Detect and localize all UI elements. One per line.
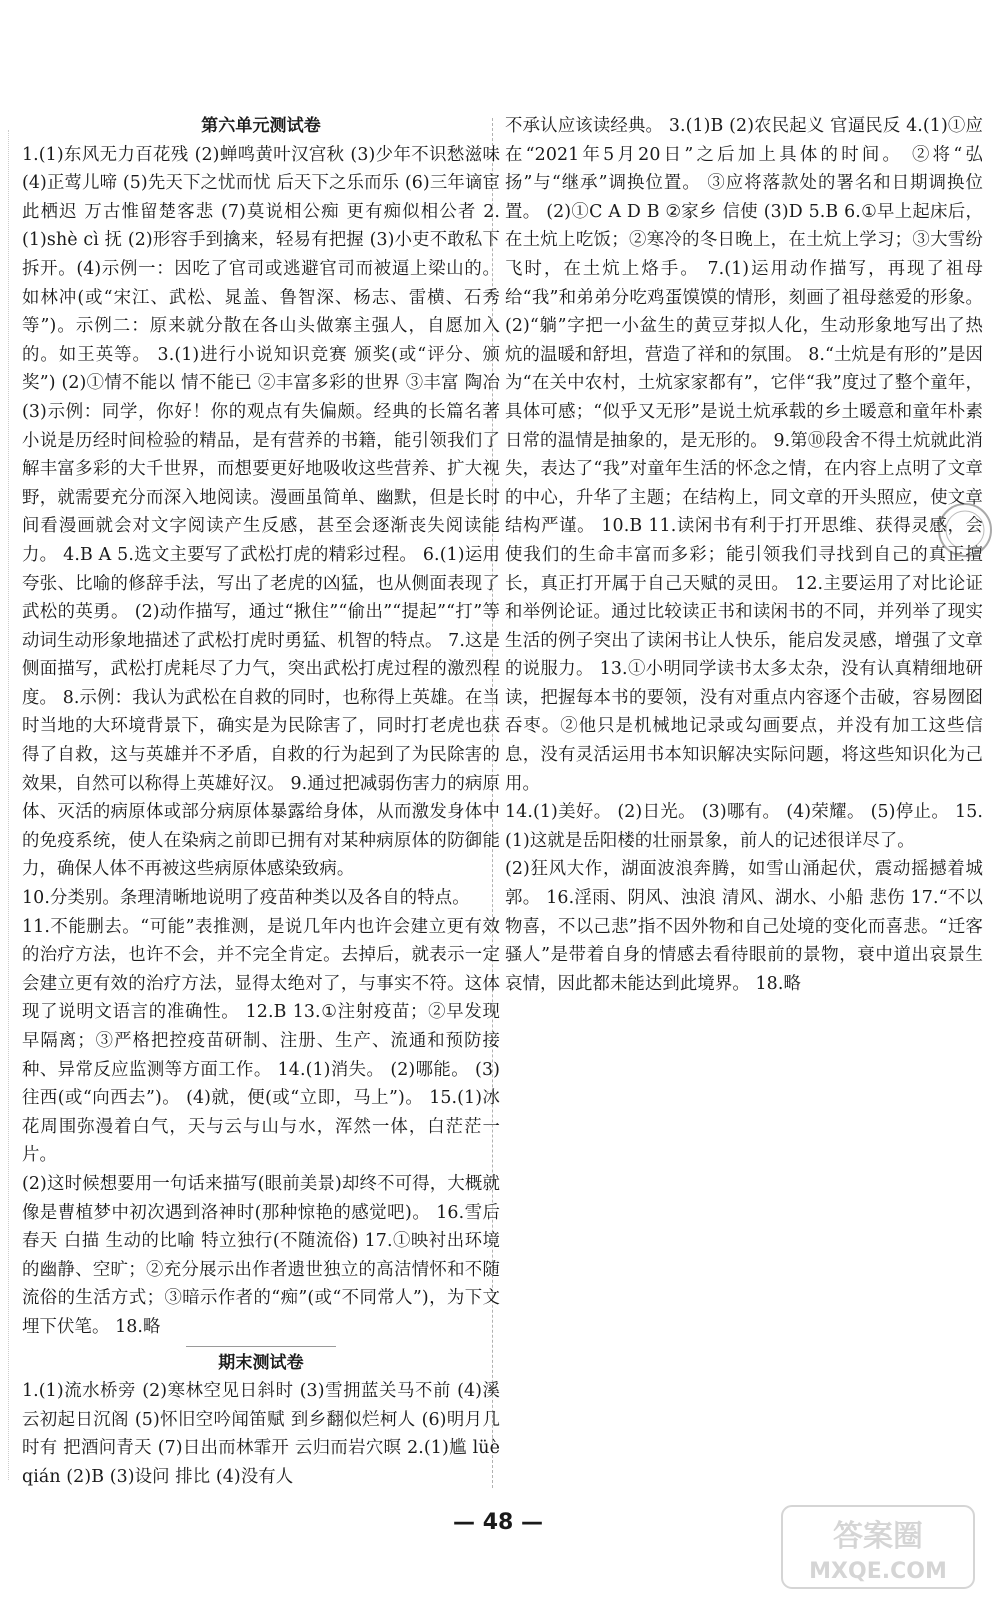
svg-text:答案圈: 答案圈 xyxy=(833,1519,923,1554)
page-number: — 48 — xyxy=(453,1510,543,1535)
answer-paragraph: 不承认应该读经典。 3.(1)B (2)农民起义 官逼民反 4.(1)①应在“2021年5月20日”之后加上具体的时间。 ②将“弘扬”与“继承”调换位置。 ③应将落款处的署名和日期调换位置。 (2)①C A D B ②家乡 信使 (3)D 5.B 6.①早上起床后，在土炕上吃饭；②寒冷的冬日晚上，在土炕上学习；③大雪纷飞时，在土炕上烙手。 7.(1)运用动作描写，再现了祖母给“我”和弟弟分吃鸡蛋馍馍的情形，刻画了祖母慈爱的形象。 (2)“躺”字把一小盆生的黄豆芽拟人化，生动形象地写出了热炕的温暖和舒坦，营造了祥和的氛围。 8.“土炕是有形的”是因为“在关中农村，土炕家家都有”，它伴“我”度过了整个童年，具体可感；“似乎又无形”是说土炕承载的乡土暖意和童年朴素日常的温情是抽象的，是无形的。 9.第⑩段舍不得土炕就此消失，表达了“我”对童年生活的怀念之情，在内容上点明了文章的中心，升华了主题；在结构上，同文章的开头照应，使文章结构严谨。 10.B 11.读闲书有利于打开思维、获得灵感，会使我们的生命丰富而多彩；能引领我们寻找到自己的真正擅长，真正打开属于自己天赋的灵田。 12.主要运用了对比论证和举例论证。通过比较读正书和读闲书的不同，并列举了现实生活的例子突出了读闲书让人快乐，能启发灵感，增强了文章的说服力。 13.①小明同学读书太多太杂，没有认真精细地研读，把握每本书的要领，没有对重点内容逐个击破，容易囫囵吞枣。②他只是机械地记录或勾画要点，并没有加工这些信息，没有灵活运用书本知识解决实际问题，将这些知识化为己用。 xyxy=(505,116,983,794)
answer-paragraph: (2)这时候想要用一句话来描写(眼前美景)却终不可得，大概就像是曹植梦中初次遇到洛神时(那种惊艳的感觉吧)。 16.雪后 春天 白描 生动的比喻 特立独行(不随流俗) 17.①映衬出环境的幽静、空旷；②充分展示出作者遗世独立的高洁情怀和不随流俗的生活方式；③暗示作者的“痴”(或“不同常人”)，为下文埋下伏笔。 18.略 xyxy=(22,1173,500,1337)
svg-text:MXQE.COM: MXQE.COM xyxy=(809,1559,947,1584)
section-title-final: 期末测试卷 xyxy=(218,1352,304,1373)
answer-paragraph: 1.(1)东风无力百花残 (2)蝉鸣黄叶汉宫秋 (3)少年不识愁滋味 (4)正莺儿啼 (5)先天下之忧而忧 后天下之乐而乐 (6)三年谪宦此栖迟 万古惟留楚客悲 (7)莫说相公痴 更有痴似相公者 2.(1)shè cì 抚 (2)形容手到擒来，轻易有把握 (3)小吏不敢私下拆开。(4)示例一：因吃了官司或逃避官司而被逼上梁山的。如林冲(或“宋江、武松、晁盖、鲁智深、杨志、雷横、石秀等”)。示例二：原来就分散在各山头做寨主强人，自愿加入的。如王英等。 3.(1)进行小说知识竞赛 颁奖(或“评分、颁奖”) (2)①情不能以 情不能已 ②丰富多彩的世界 ③丰富 陶冶 (3)示例：同学，你好！你的观点有失偏颇。经典的长篇名著小说是历经时间检验的精品，是有营养的书籍，能引领我们了解丰富多彩的大千世界，而想要更好地吸收这些营养、扩大视野，就需要充分而深入地阅读。漫画虽简单、幽默，但是长时间看漫画就会对文字阅读产生反感，甚至会逐渐丧失阅读能力。 4.B A 5.选文主要写了武松打虎的精彩过程。 6.(1)运用夸张、比喻的修辞手法，写出了老虎的凶猛，也从侧面表现了武松的英勇。 (2)动作描写，通过“揪住”“偷出”“提起”“打”等动词生动形象地描述了武松打虎时勇猛、机智的特点。 7.这是侧面描写，武松打虎耗尽了力气，突出武松打虎过程的激烈程度。 8.示例：我认为武松在自救的同时，也称得上英雄。在当时当地的大环境背景下，确实是为民除害了，同时打老虎也获得了自救，这与英雄并不矛盾，自救的行为起到了为民除害的效果，自然可以称得上英雄好汉。 9.通过把减弱伤害力的病原体、灭活的病原体或部分病原体暴露给身体，从而激发身体中的免疫系统，使人在染病之前即已拥有对某种病原体的防御能力，确保人体不再被这些病原体感染致病。 xyxy=(22,144,500,880)
left-margin-rule xyxy=(8,130,10,1480)
watermark-logo-icon xyxy=(778,1502,978,1592)
answer-paragraph: 11.不能删去。“可能”表推测，是说几年内也许会建立更有效的治疗方法，也许不会，并不完全肯定。去掉后，就表示一定会建立更有效的治疗方法，显得太绝对了，与事实不符。这体现了说明文语言的准确性。 12.B 13.①注射疫苗；②早发现早隔离；③严格把控疫苗研制、注册、生产、流通和预防接种、异常反应监测等方面工作。 14.(1)消失。 (2)哪能。 (3)往西(或“向西去”)。 (4)就，便(或“立即，马上”)。 15.(1)冰花周围弥漫着白气，天与云与山与水，浑然一体，白茫茫一片。 xyxy=(22,916,500,1166)
stamp-icon xyxy=(935,500,995,560)
answer-paragraph: (2)狂风大作，湖面波浪奔腾，如雪山涌起伏，震动摇撼着城郭。 16.淫雨、阴风、浊浪 清风、湖水、小船 悲伤 17.“不以物喜，不以己悲”指不因外物和自己处境的变化而喜悲。“迁客骚人”是带着自身的情感去看待眼前的景物，衰中道出哀景生哀情，因此都未能达到此境界。 18.略 xyxy=(505,859,983,994)
answer-paragraph: 1.(1)流水桥旁 (2)寒林空见日斜时 (3)雪拥蓝关马不前 (4)溪云初起日沉阁 (5)怀旧空吟闻笛赋 到乡翻似烂柯人 (6)明月几时有 把酒问青天 (7)日出而林霏开 云归而岩穴暝 2.(1)尴 lüè qián (2)B (3)设问 排比 (4)没有人 xyxy=(22,1381,500,1487)
section-title-unit6: 第六单元测试卷 xyxy=(201,116,321,136)
left-column xyxy=(22,112,500,1492)
right-column xyxy=(505,112,983,998)
answer-paragraph: 10.分类别。条理清晰地说明了疫苗种类以及各自的特点。 xyxy=(22,888,470,909)
section-rule xyxy=(186,1346,336,1347)
answer-paragraph: 14.(1)美好。 (2)日光。 (3)哪有。 (4)荣耀。 (5)停止。 15.(1)这就是岳阳楼的壮丽景象，前人的记述很详尽了。 xyxy=(505,802,983,851)
